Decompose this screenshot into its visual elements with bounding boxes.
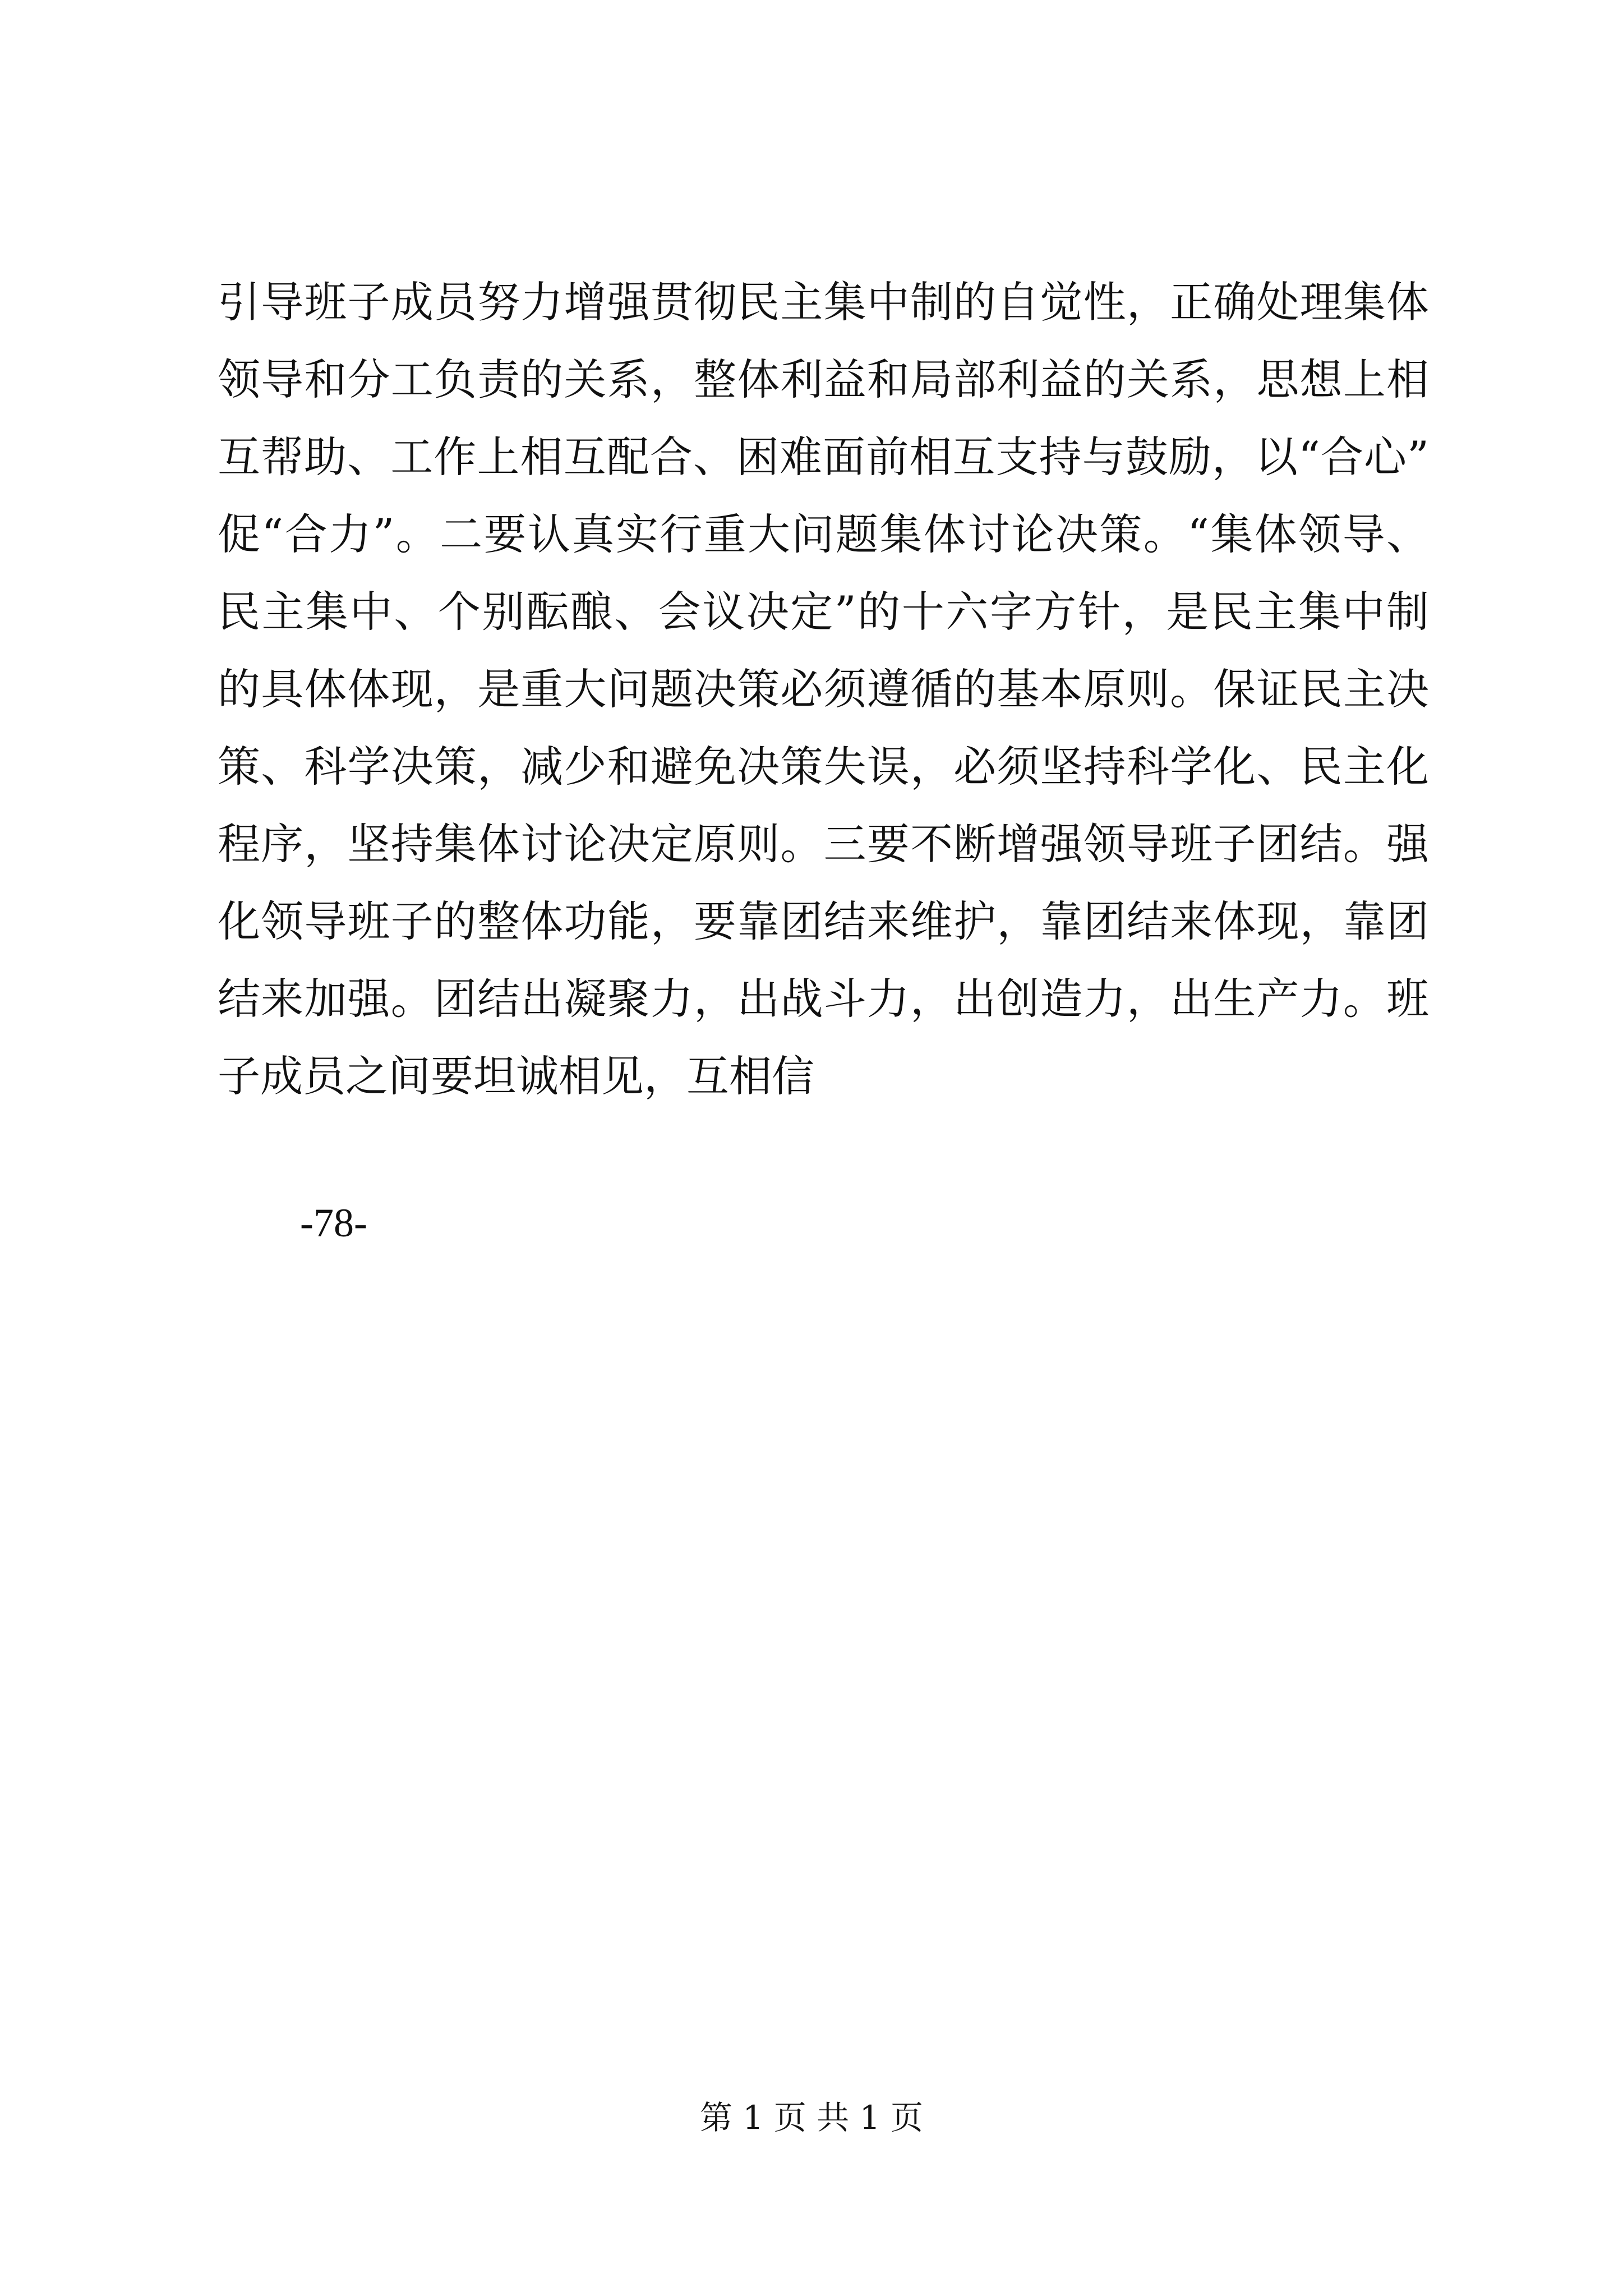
text-line: 子成员之间要坦诚相见，互相信 [218,1051,814,1101]
text-line: 促“合力”。二要认真实行重大问题集体讨论决策。“集体领导、 [218,509,1429,559]
text-line: 民主集中、个别酝酿、会议决定”的十六字方针，是民主集中制 [218,587,1429,637]
text-line: 互帮助、工作上相互配合、困难面前相互支持与鼓励，以“合心” [218,432,1429,482]
text-line: 程序，坚持集体讨论决定原则。三要不断增强领导班子团结。强 [218,819,1429,869]
text-line: 领导和分工负责的关系，整体利益和局部利益的关系，思想上相 [218,355,1429,404]
text-line: 结来加强。团结出凝聚力，出战斗力，出创造力，出生产力。班 [218,974,1429,1024]
inline-page-number: -78- [300,1200,367,1245]
text-line: 的具体体现，是重大问题决策必须遵循的基本原则。保证民主决 [218,664,1429,714]
text-line: 引导班子成员努力增强贯彻民主集中制的自觉性，正确处理集体 [218,277,1429,327]
page-footer: 第 1 页 共 1 页 [700,2099,923,2137]
text-line: 策、科学决策，减少和避免决策失误，必须坚持科学化、民主化 [218,742,1429,792]
text-line: 化领导班子的整体功能，要靠团结来维护，靠团结来体现，靠团 [218,896,1429,946]
body-text [218,264,1429,1115]
